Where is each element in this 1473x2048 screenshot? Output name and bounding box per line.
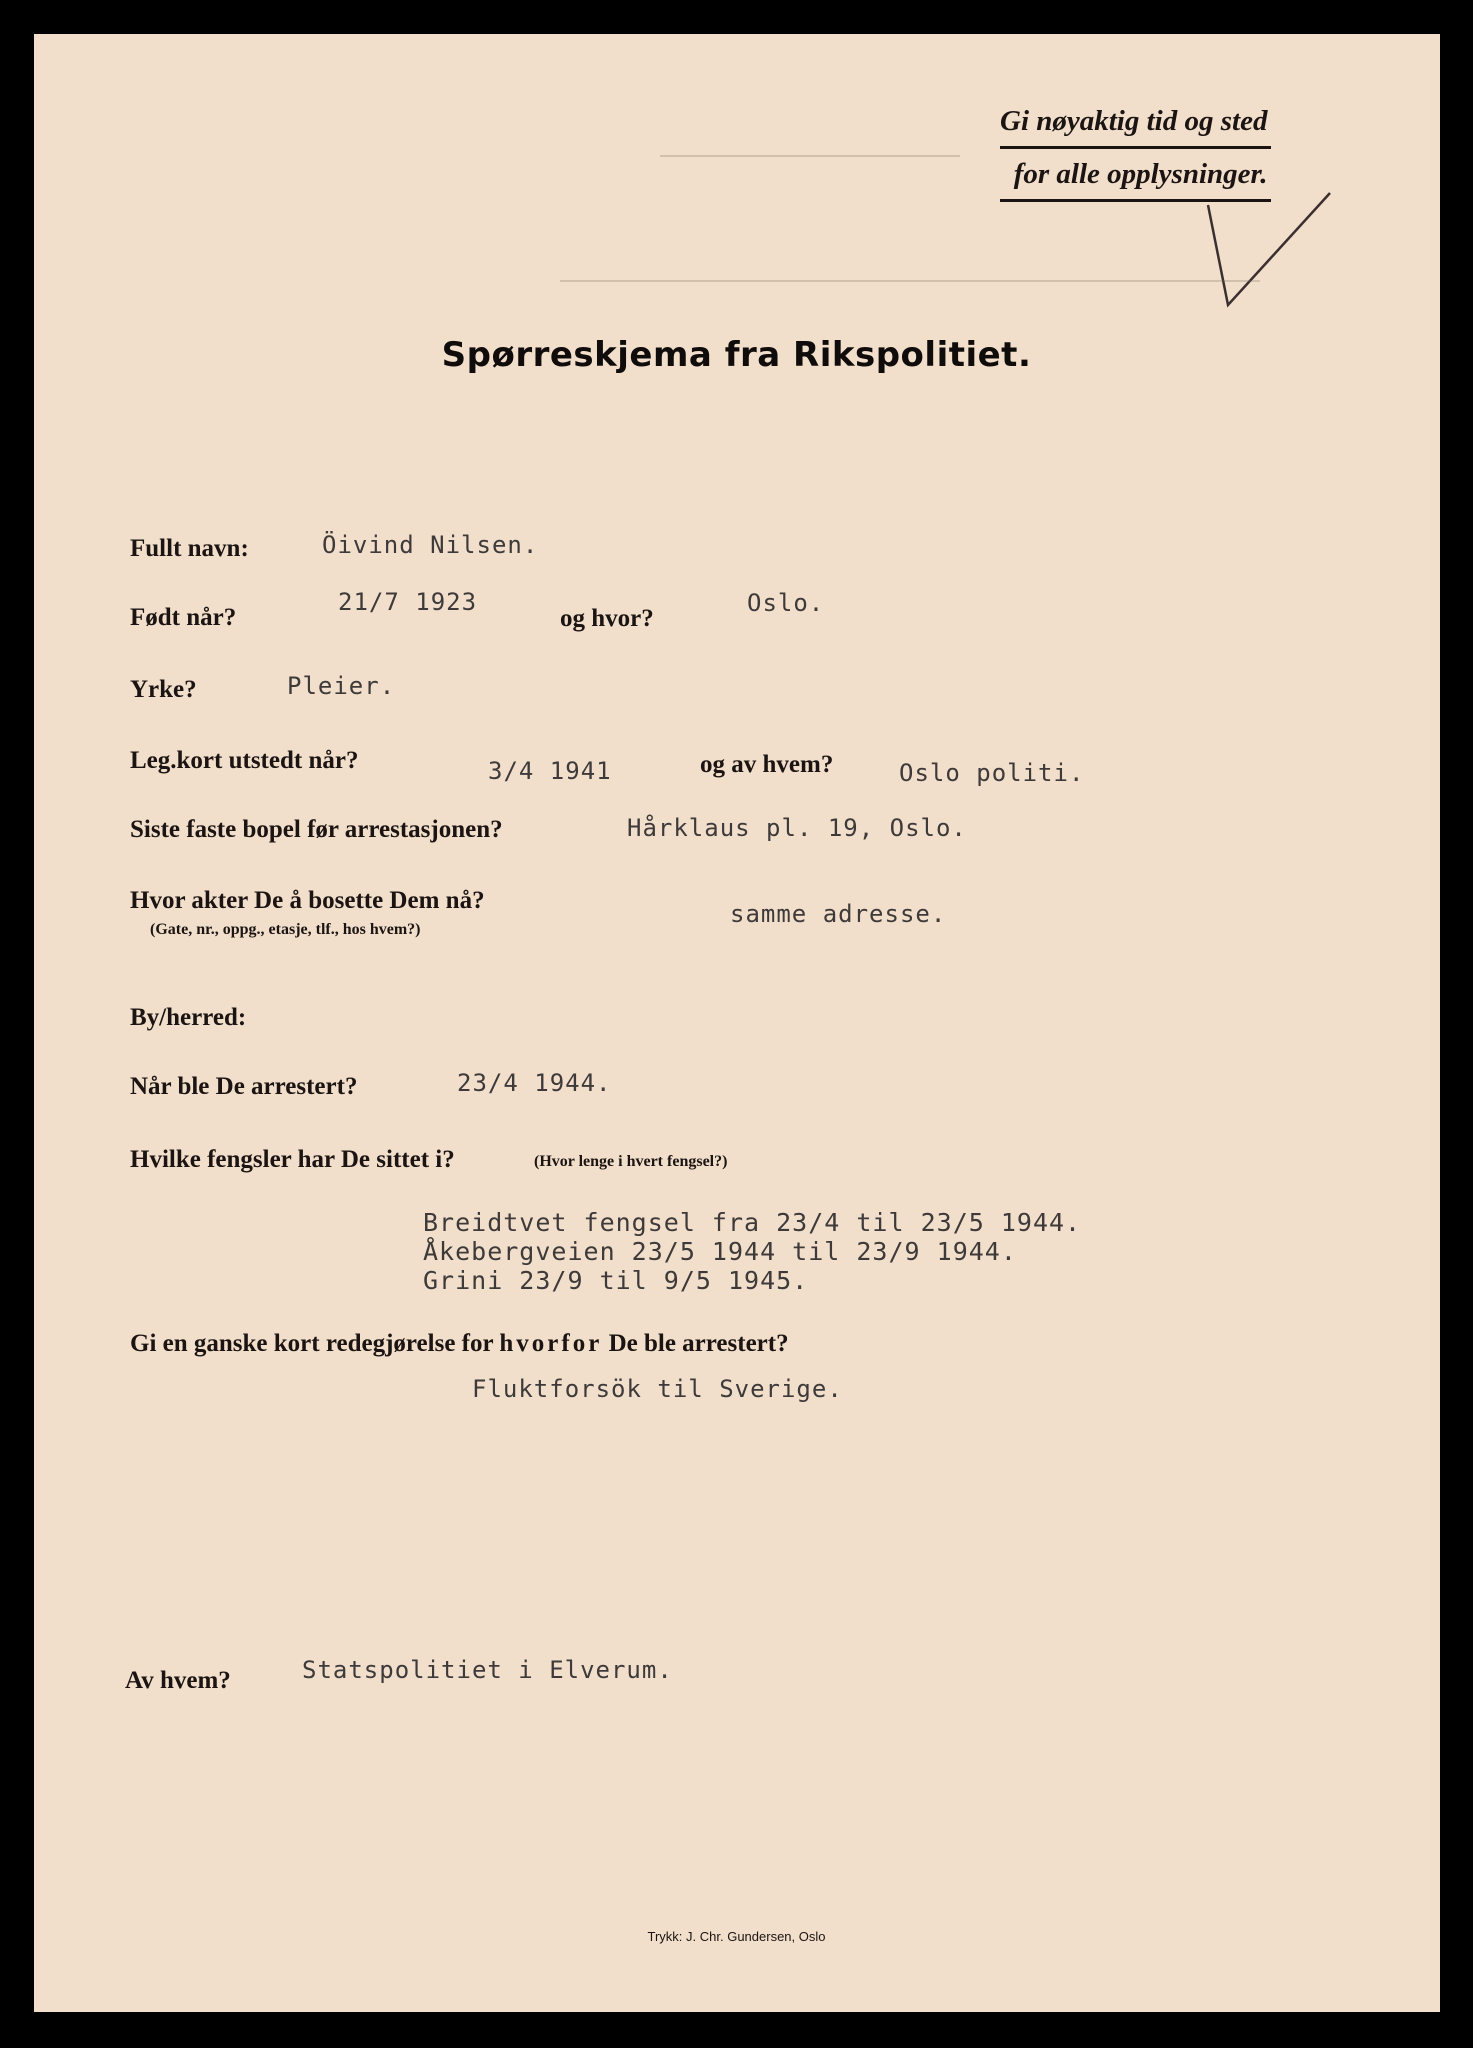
reason-label-end: De ble arrestert?	[608, 1330, 789, 1357]
born-where-label: og hvor?	[560, 605, 654, 632]
by-whom-label: Av hvem?	[125, 1667, 231, 1694]
instruction-line-2: for alle opplysninger.	[1000, 149, 1271, 202]
reason-value: Fluktforsök til Sverige.	[472, 1375, 843, 1403]
reason-label-start: Gi en ganske kort redegjørelse for	[130, 1330, 494, 1357]
born-when-label: Født når?	[130, 604, 237, 631]
idcard-value: 3/4 1941	[488, 757, 612, 785]
town-label: By/herred:	[130, 1004, 247, 1031]
occupation-value: Pleier.	[287, 672, 396, 700]
settle-label: Hvor akter De å bosette Dem nå?	[130, 887, 485, 914]
check-mark	[1200, 185, 1340, 315]
settle-value: samme adresse.	[730, 900, 947, 928]
residence-label: Siste faste bopel før arrestasjonen?	[130, 816, 503, 843]
by-whom-value: Statspolitiet i Elverum.	[302, 1656, 673, 1684]
name-value: Öivind Nilsen.	[322, 531, 539, 559]
faint-bleed-line	[560, 280, 1260, 282]
prisons-label: Hvilke fengsler har De sittet i?	[130, 1146, 455, 1173]
idcard-by-value: Oslo politi.	[899, 759, 1085, 787]
occupation-label: Yrke?	[130, 676, 197, 703]
idcard-by-label: og av hvem?	[700, 751, 834, 778]
prison-entry: Grini 23/9 til 9/5 1945.	[423, 1266, 809, 1295]
idcard-label: Leg.kort utstedt når?	[130, 747, 359, 774]
born-where-value: Oslo.	[747, 589, 825, 617]
prison-entry: Breidtvet fengsel fra 23/4 til 23/5 1944.	[423, 1208, 1082, 1237]
faint-bleed-line	[660, 155, 960, 157]
prisons-sublabel: (Hvor lenge i hvert fengsel?)	[534, 1153, 728, 1170]
born-when-value: 21/7 1923	[338, 588, 478, 616]
page-title: Spørreskjema fra Rikspolitiet.	[441, 335, 1032, 375]
instruction-line-1: Gi nøyaktig tid og sted	[1000, 96, 1271, 149]
reason-label-emphasis: hvorfor	[499, 1330, 603, 1357]
settle-sublabel: (Gate, nr., oppg., etasje, tlf., hos hvem?)	[150, 921, 421, 938]
residence-value: Hårklaus pl. 19, Oslo.	[627, 814, 967, 842]
arrested-label: Når ble De arrestert?	[130, 1073, 358, 1100]
name-label: Fullt navn:	[130, 535, 249, 562]
printer-imprint: Trykk: J. Chr. Gundersen, Oslo	[647, 1929, 826, 1944]
reason-label	[130, 1330, 789, 1358]
arrested-value: 23/4 1944.	[457, 1069, 612, 1097]
prison-entry: Åkebergveien 23/5 1944 til 23/9 1944.	[423, 1237, 1017, 1266]
prisons-list	[423, 1208, 1081, 1295]
